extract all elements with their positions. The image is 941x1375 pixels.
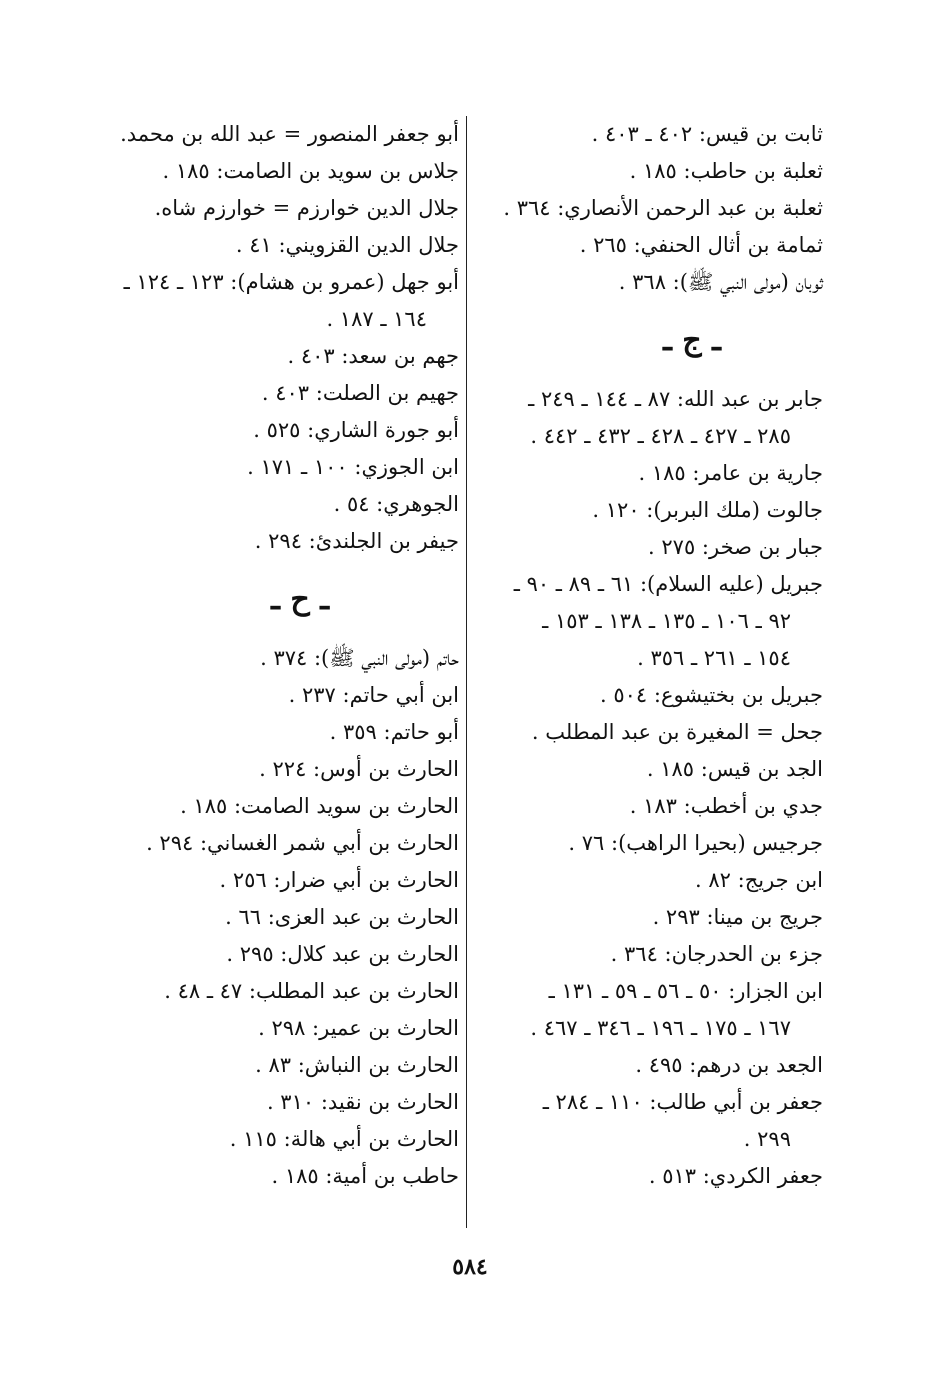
index-entry: الحارث بن عمير: ٢٩٨ .	[258, 1016, 459, 1040]
index-entry: ابن جريج: ٨٢ .	[695, 868, 823, 892]
index-entry: جلال الدين القزويني: ٤١ .	[235, 233, 459, 257]
index-entry: جالوت (ملك البربر): ١٢٠ .	[592, 498, 823, 522]
index-entry: الحارث بن النباش: ٨٣ .	[255, 1053, 459, 1077]
index-entry: أبو جعفر المنصور = عبد الله بن محمد.	[120, 122, 459, 146]
left-column	[97, 116, 459, 1195]
index-entry: ابن الجزار: ٥٠ ـ ٥٦ ـ ٥٩ ـ ١٣١ ـ	[548, 979, 823, 1003]
index-entry: أبو حاتم: ٣٥٩ .	[329, 720, 459, 744]
index-entry: ثعلبة بن حاطب: ١٨٥ .	[629, 159, 823, 183]
index-entry: ثوبان (مولى النبي ﷺ): ٣٦٨ .	[618, 270, 823, 294]
index-entry: جيفر بن الجلندئ: ٢٩٤ .	[254, 529, 459, 553]
index-entry: الجد بن قيس: ١٨٥ .	[646, 757, 823, 781]
index-entry-continuation: ١٦٧ ـ ١٧٥ ـ ١٩٦ ـ ٣٤٦ ـ ٤٦٧ .	[530, 1016, 791, 1040]
index-entry: أبو جهل (عمرو بن هشام): ١٢٣ ـ ١٢٤ ـ	[123, 270, 459, 294]
index-entry: الحارث بن عبد كلال: ٢٩٥ .	[226, 942, 459, 966]
index-entry: جبريل بن بختيشوع: ٥٠٤ .	[600, 683, 823, 707]
index-entry: جبار بن صخر: ٢٧٥ .	[648, 535, 823, 559]
index-entry: الحارث بن أبي شمر الغساني: ٢٩٤ .	[146, 831, 459, 855]
index-entry: ثعلبة بن عبد الرحمن الأنصاري: ٣٦٤ .	[503, 196, 823, 220]
index-entry: أبو جورة الشاري: ٥٢٥ .	[253, 418, 459, 442]
index-entry: الجوهري: ٥٤ .	[333, 492, 459, 516]
index-entry: جبريل (عليه السلام): ٦١ ـ ٨٩ ـ ٩٠ ـ	[513, 572, 823, 596]
index-entry-continuation: ٩٢ ـ ١٠٦ ـ ١٣٥ ـ ١٣٨ ـ ١٥٣ ـ	[542, 609, 791, 633]
index-entry: جارية بن عامر: ١٨٥ .	[638, 461, 823, 485]
index-entry: جعفر الكردي: ٥١٣ .	[648, 1164, 823, 1188]
index-entry: جهم بن سعد: ٤٠٣ .	[287, 344, 459, 368]
index-entry: جابر بن عبد الله: ٨٧ ـ ١٤٤ ـ ٢٤٩ ـ	[528, 387, 823, 411]
index-entry: جلاس بن سويد بن الصامت: ١٨٥ .	[162, 159, 459, 183]
right-column	[471, 116, 823, 1195]
index-entry: جلال الدين خوارزم = خوارزم شاه.	[154, 196, 459, 220]
index-entry: حاطب بن أمية: ١٨٥ .	[271, 1164, 459, 1188]
index-entry: ثابت بن قيس: ٤٠٢ ـ ٤٠٣ .	[591, 122, 823, 146]
index-entry: الحارث بن نقيد: ٣١٠ .	[266, 1090, 459, 1114]
index-entry: جدي بن أخطب: ١٨٣ .	[629, 794, 823, 818]
page-number: ٥٨٤	[452, 1254, 488, 1280]
index-entry: الحارث بن سويد الصامت: ١٨٥ .	[180, 794, 459, 818]
section-heading: ـ ج ـ	[663, 323, 721, 358]
index-entry: حاتم (مولى النبي ﷺ): ٣٧٤ .	[260, 646, 459, 670]
index-entry: الحارث بن أبي هالة: ١١٥ .	[229, 1127, 459, 1151]
index-entry: جرجيس (بحيرا الراهب): ٧٦ .	[568, 831, 823, 855]
index-entry: جزء بن الحدرجان: ٣٦٤ .	[610, 942, 823, 966]
index-entry: الحارث بن عبد المطلب: ٤٧ ـ ٤٨ .	[164, 979, 459, 1003]
index-entry: ابن الجوزي: ١٠٠ ـ ١٧١ .	[247, 455, 459, 479]
index-entry: الحارث بن أوس: ٢٢٤ .	[259, 757, 459, 781]
index-entry: جهيم بن الصلت: ٤٠٣ .	[261, 381, 459, 405]
index-entry: الحارث بن عبد العزى: ٦٦ .	[225, 905, 459, 929]
section-heading: ـ ح ـ	[271, 582, 329, 617]
index-entry: الحارث بن أبي ضرار: ٢٥٦ .	[219, 868, 459, 892]
index-entry-continuation: ٢٨٥ ـ ٤٢٧ ـ ٤٢٨ ـ ٤٣٢ ـ ٤٤٢ .	[530, 424, 791, 448]
index-entry: ثمامة بن أثال الحنفي: ٢٦٥ .	[579, 233, 823, 257]
index-entry-continuation: ١٥٤ ـ ٢٦١ ـ ٣٥٦ .	[637, 646, 791, 670]
index-entry-continuation: ١٦٤ ـ ١٨٧ .	[326, 307, 427, 331]
column-divider	[466, 116, 467, 1228]
index-entry: جعفر بن أبي طالب: ١١٠ ـ ٢٨٤ ـ	[542, 1090, 823, 1114]
index-entry-continuation: ٢٩٩ .	[743, 1127, 791, 1151]
index-entry: جحل = المغيرة بن عبد المطلب .	[531, 720, 823, 744]
index-entry: جريج بن مينا: ٢٩٣ .	[652, 905, 823, 929]
index-entry: ابن أبي حاتم: ٢٣٧ .	[288, 683, 459, 707]
index-entry: الجعد بن درهم: ٤٩٥ .	[635, 1053, 823, 1077]
